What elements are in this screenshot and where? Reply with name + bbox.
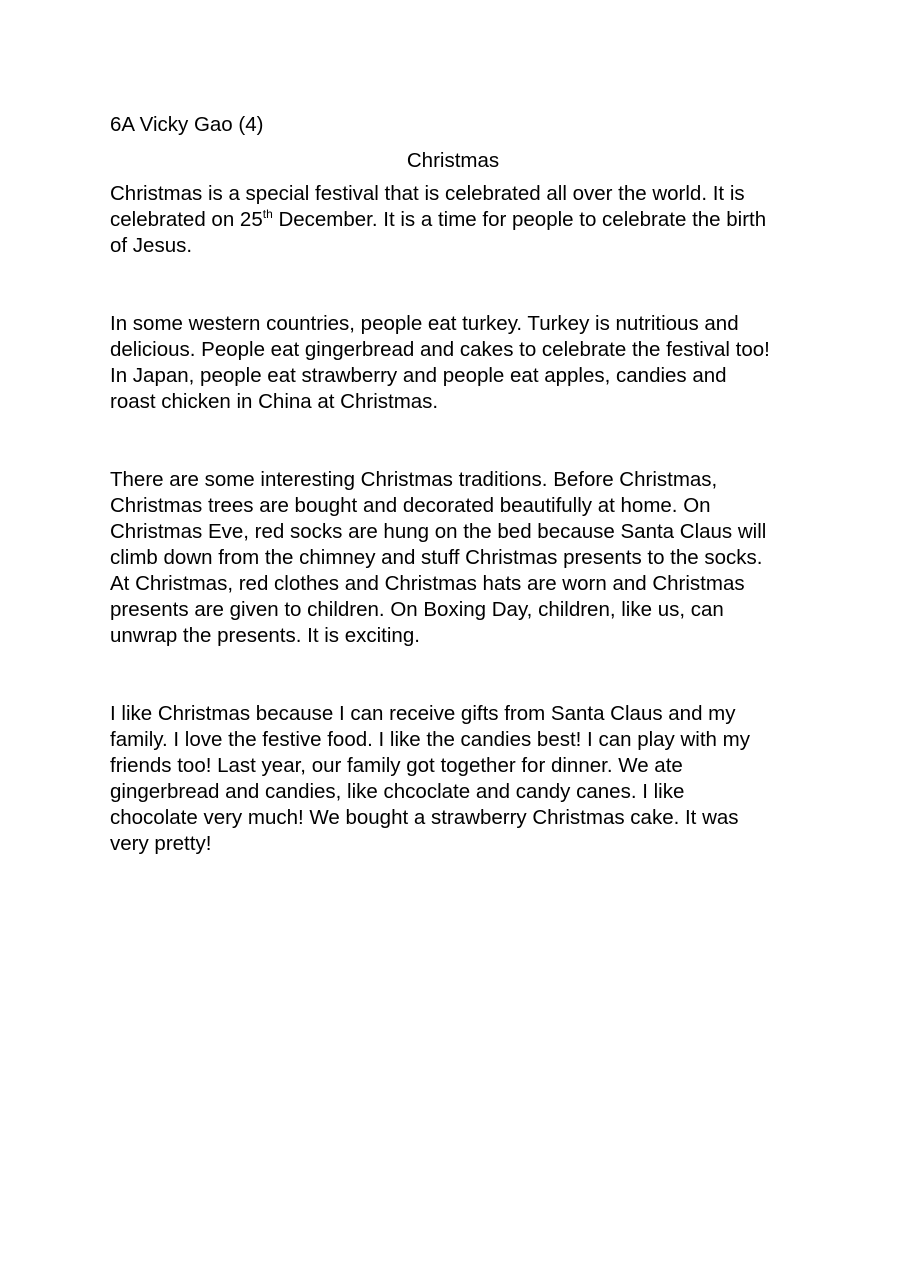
paragraph-line: of Jesus. [110, 234, 193, 257]
paragraph-line: Christmas trees are bought and decorated beautifully at home. On [110, 494, 711, 517]
paragraph-line: gingerbread and candies, like chcoclate and candy canes. I like [110, 780, 685, 803]
document-body [110, 112, 810, 857]
line-text: December. It is a time for people to celebrate the birth [272, 208, 767, 231]
paragraph-food [110, 311, 810, 415]
paragraph-line: At Christmas, red clothes and Christmas hats are worn and Christmas [110, 572, 745, 595]
paragraph-line: Christmas Eve, red socks are hung on the bed because Santa Claus will [110, 520, 767, 543]
author-line: 6A Vicky Gao (4) [110, 113, 264, 136]
paragraph-line: climb down from the chimney and stuff Christmas presents to the socks. [110, 546, 763, 569]
paragraph-line: very pretty! [110, 832, 212, 855]
paragraph-line: In Japan, people eat strawberry and people eat apples, candies and [110, 364, 727, 387]
paragraph-line: friends too! Last year, our family got together for dinner. We ate [110, 754, 683, 777]
paragraph-line: family. I love the festive food. I like the candies best! I can play with my [110, 728, 750, 751]
paragraph-intro [110, 181, 810, 259]
document-title: Christmas [406, 149, 500, 172]
line-text: celebrated on 25 [110, 208, 263, 231]
paragraph-line: In some western countries, people eat turkey. Turkey is nutritious and [110, 312, 739, 335]
paragraph-line: presents are given to children. On Boxing Day, children, like us, can [110, 598, 724, 621]
paragraph-line: chocolate very much! We bought a strawberry Christmas cake. It was [110, 806, 739, 829]
paragraph-line: delicious. People eat gingerbread and cakes to celebrate the festival too! [110, 338, 770, 361]
paragraph-traditions [110, 467, 810, 649]
paragraph-personal [110, 701, 810, 857]
paragraph-line: I like Christmas because I can receive gifts from Santa Claus and my [110, 702, 736, 725]
paragraph-line: unwrap the presents. It is exciting. [110, 624, 420, 647]
paragraph-line: roast chicken in China at Christmas. [110, 390, 439, 413]
paragraph-line: Christmas is a special festival that is celebrated all over the world. It is [110, 182, 745, 205]
paragraph-line: There are some interesting Christmas traditions. Before Christmas, [110, 468, 718, 491]
ordinal-superscript: th [262, 207, 273, 221]
paragraph-line [110, 207, 810, 233]
